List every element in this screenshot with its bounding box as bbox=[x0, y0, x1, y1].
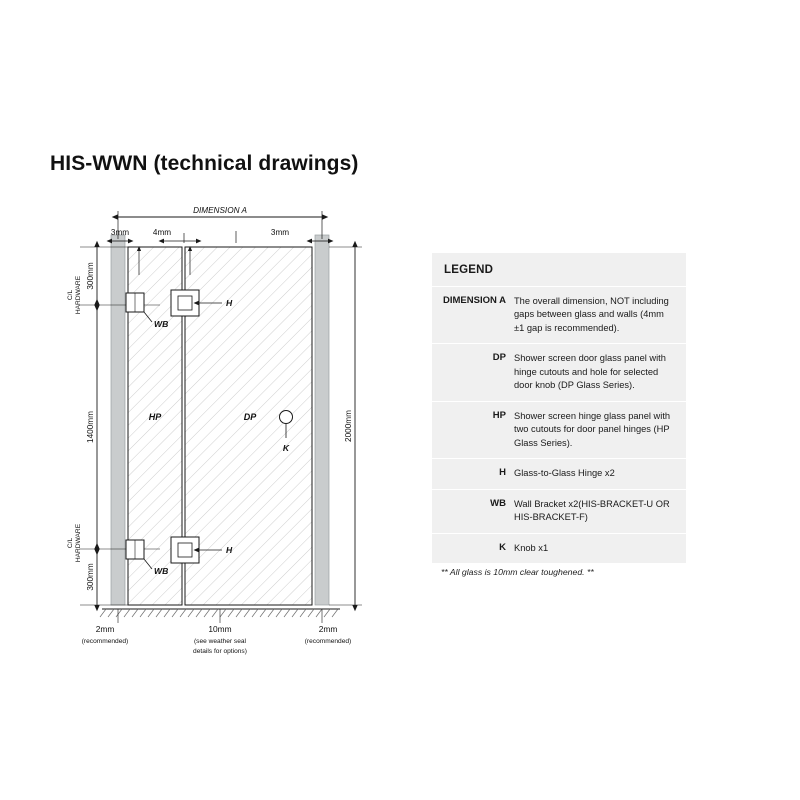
legend-key-h: H bbox=[499, 467, 506, 479]
dimension-a-label: DIMENSION A bbox=[193, 206, 247, 215]
hinge-bottom-label: H bbox=[226, 545, 233, 555]
gap-label-left: 3mm bbox=[110, 228, 130, 237]
gap-label-right: 3mm bbox=[270, 228, 290, 237]
gap-dimension-lines bbox=[112, 231, 328, 243]
bottom-note-left-value: 2mm bbox=[95, 624, 115, 634]
legend-row-dp bbox=[432, 344, 686, 401]
legend-key-dp: DP bbox=[492, 352, 506, 364]
dimension-a-line bbox=[118, 211, 322, 239]
hinge-top-label: H bbox=[226, 298, 233, 308]
page-title: HIS-WWN (technical drawings) bbox=[50, 152, 359, 175]
gap-label-middle: 4mm bbox=[152, 228, 172, 237]
bottom-note-middle-value: 10mm bbox=[208, 624, 232, 634]
wall-left bbox=[111, 235, 125, 605]
cl-hardware-bottom-line1: C/L bbox=[67, 537, 74, 549]
cl-hardware-top-line2: HARDWARE bbox=[75, 275, 82, 315]
legend-title: LEGEND bbox=[432, 253, 686, 287]
cl-hardware-top-line1: C/L bbox=[67, 289, 74, 301]
wall-right bbox=[315, 235, 329, 605]
wall-bracket-top-label: WB bbox=[154, 319, 169, 329]
hinge-panel-label: HP bbox=[148, 412, 162, 422]
right-dim-overall-height: 2000mm bbox=[344, 410, 353, 442]
legend-desc-wb: Wall Bracket x2(HIS-BRACKET-U OR HIS-BRACKET-F) bbox=[514, 498, 670, 523]
wall-bracket-bottom-label: WB bbox=[154, 566, 169, 576]
legend-key-dimension-a: DIMENSION A bbox=[443, 295, 506, 306]
door-panel-glass bbox=[185, 247, 312, 605]
legend-panel bbox=[432, 253, 686, 563]
shower-screen-drawing bbox=[40, 195, 400, 675]
legend-desc-h: Glass-to-Glass Hinge x2 bbox=[514, 468, 615, 479]
legend-desc-dp: Shower screen door glass panel with hinge cutouts and hole for selected door knob (DP Glass Series). bbox=[514, 353, 666, 391]
bottom-note-middle-text-2: details for options) bbox=[193, 648, 247, 655]
cl-hardware-bottom-line2: HARDWARE bbox=[75, 523, 82, 563]
left-dim-middle: 1400mm bbox=[86, 411, 95, 443]
bottom-note-right-text: (recommended) bbox=[304, 638, 352, 645]
legend-note: ** All glass is 10mm clear toughened. ** bbox=[441, 567, 594, 577]
legend-row-h bbox=[432, 459, 686, 489]
legend-key-wb: WB bbox=[490, 497, 506, 509]
legend-desc-k: Knob x1 bbox=[514, 542, 549, 553]
legend-row-hp bbox=[432, 402, 686, 459]
legend-key-k: K bbox=[499, 541, 506, 553]
bottom-note-right-value: 2mm bbox=[318, 624, 338, 634]
left-dim-top-offset: 300mm bbox=[86, 262, 95, 290]
legend-row-k bbox=[432, 534, 686, 563]
legend-row-dimension-a bbox=[432, 287, 686, 344]
door-panel-label: DP bbox=[243, 412, 257, 422]
bottom-note-left-text: (recommended) bbox=[81, 638, 129, 645]
legend-row-wb bbox=[432, 490, 686, 534]
legend-desc-dimension-a: The overall dimension, NOT including gaps between glass and walls (4mm ±1 gap is recommended). bbox=[514, 296, 669, 333]
legend-desc-hp: Shower screen hinge glass panel with two cutouts for door panel hinges (HP Glass Series). bbox=[514, 410, 671, 448]
legend-key-hp: HP bbox=[492, 409, 506, 421]
left-dim-bottom-offset: 300mm bbox=[86, 563, 95, 591]
bottom-note-middle-text-1: (see weather seal bbox=[193, 638, 247, 645]
knob-label: K bbox=[282, 443, 290, 453]
